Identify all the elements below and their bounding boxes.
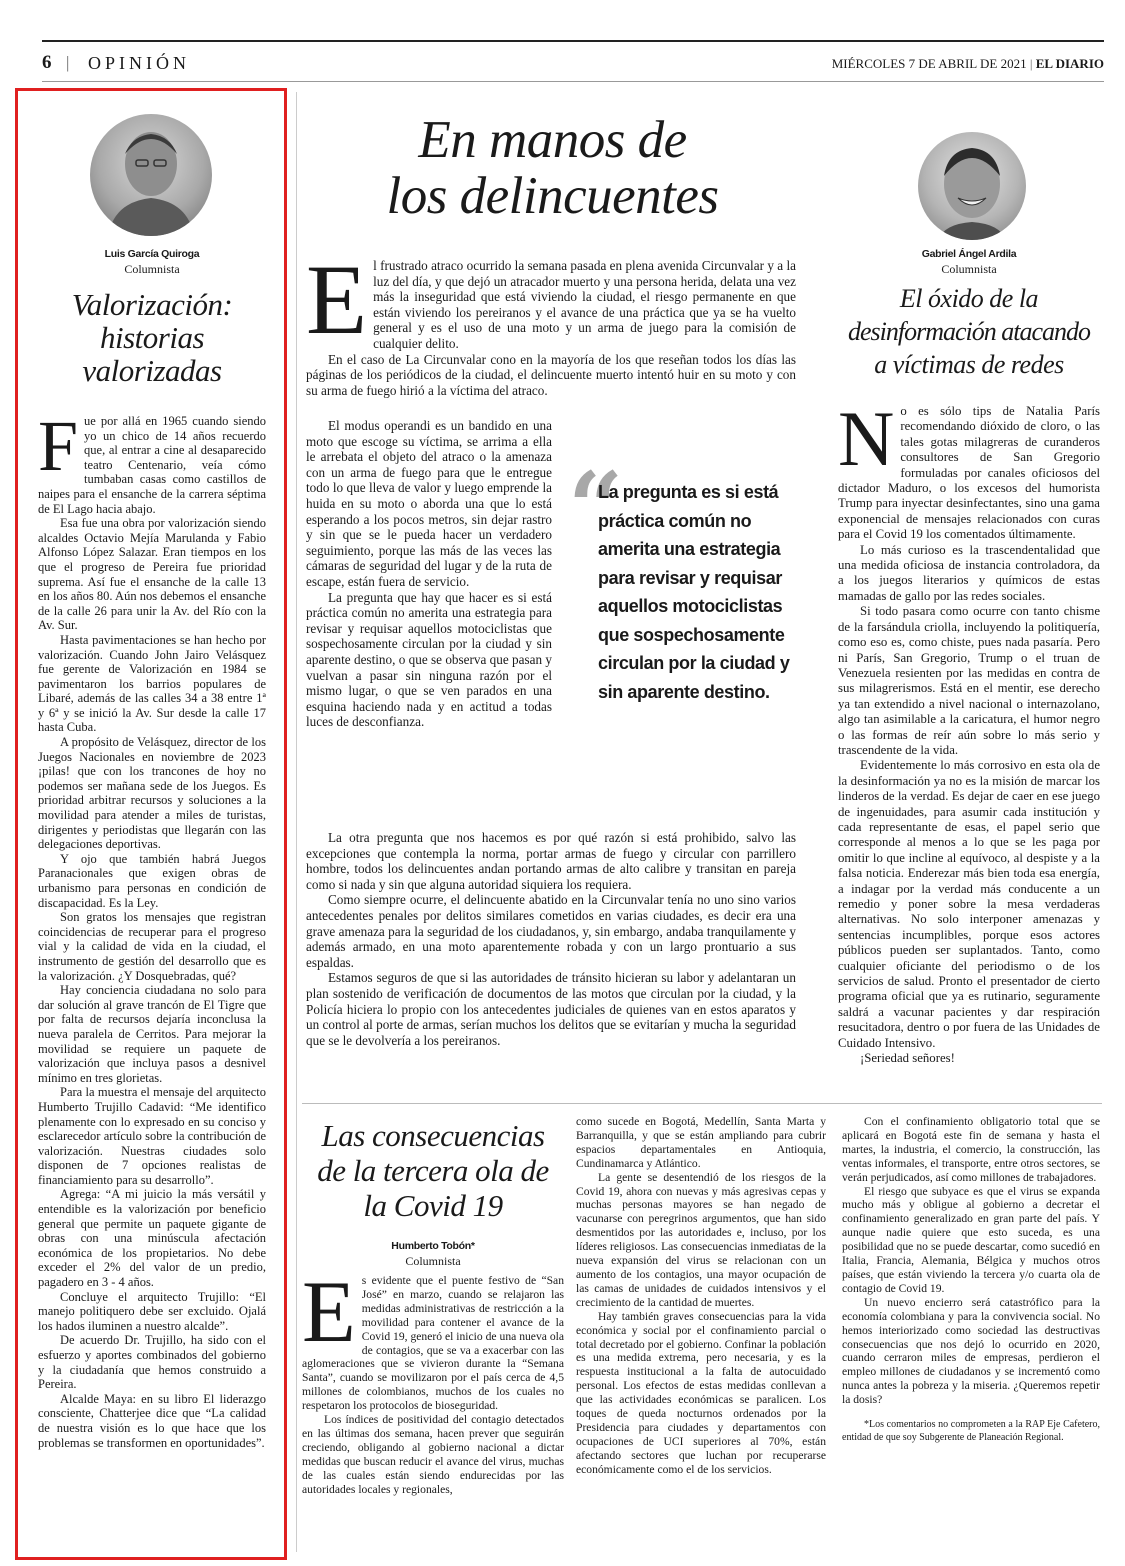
- quote-mark-icon: “: [568, 451, 624, 564]
- paragraph: Concluye el arquitecto Trujillo: “El manejo politiquero debe ser excluido. Ojalá los hados iluminen a nuestro alcalde”.: [38, 1289, 266, 1333]
- article-paragraph: Los índices de positividad del contagio detectados en las últimas dos semana, hacen prever que seguirán creciendo, obligando al gobierno nacional a dictar medidas que buscan reducir el avance del virus, muchas de las cuales están siendo endurecidas por las autoridades locales y regionales,: [302, 1413, 564, 1496]
- paragraph: ¡Seriedad señores!: [860, 1051, 955, 1066]
- section-divider: [302, 1103, 1102, 1104]
- paragraph: Hasta pavimentaciones se han hecho por valorización. Cuando John Jairo Velásquez fue gerente de Valorización en 1984 se pavimentaron los barrios populares de Libaré, además de las calles 34 a 38 entre 1ª y 6ª y se inició la Av. Sur desde la calle 17 hasta Cuba.: [38, 632, 266, 735]
- column-title: [32, 288, 272, 387]
- top-rule: [42, 40, 1104, 42]
- paragraph: Lo más curioso es la trascendentalidad que una medida oficiosa de instancia controladora, da a los juegos literarios y químicos de estas mamadas de gallo por las redes sociales.: [838, 542, 1100, 603]
- paragraph: Para la muestra el mensaje del arquitecto Humberto Trujillo Cadavid: “Me identifico plenamente con lo expresado en su conciso y esclarecedor artículo sobre la contribución de valorización. Nuestras ciudades solo disponen de 7 opciones realistas de financiamiento para su desarrollo”.: [38, 1085, 266, 1187]
- editorial-paragraph: Como siempre ocurre, el delincuente abatido en la Circunvalar tenía no uno sino varios antecedentes penales por delitos similares cometidos en varias ciudades, es decir era una grave amenaza para la seguridad de los ciudadanos, y, sin embargo, andaba tranquilamente y además armado, en una moto aparentemente robada y con un largo prontuario a sus espaldas.: [306, 892, 796, 970]
- drop-cap: N: [838, 404, 895, 482]
- author-photo-left: [90, 114, 212, 236]
- drop-cap: F: [38, 414, 79, 486]
- paragraph: Son gratos los mensajes que registran coincidencias de recuperar para el progreso vial y la calidad de vida en la ciudad, el instrumento de gestión del desarrollo que es la valorización. ¿Y Dosquebradas, qué?: [38, 910, 266, 983]
- paragraph: Y ojo que también habrá Juegos Paranacionales que exigen obras de urbanismo para personas en condición de discapacidad. Es la Ley.: [38, 851, 266, 910]
- article-title: [302, 1118, 564, 1223]
- pullquote-text: La pregunta es si está práctica común no amerita una estrategia para revisar y requisar aquellos motociclistas que sospechosamente circulan por la ciudad y sin aparente destino.: [598, 482, 790, 702]
- header-date: MIÉRCOLES 7 DE ABRIL DE 2021: [831, 56, 1027, 71]
- column-title-line: valorizadas: [82, 353, 222, 388]
- editorial-title-line: En manos de: [418, 111, 687, 169]
- article-col-2: [576, 1115, 826, 1555]
- paper-name: EL DIARIO: [1035, 56, 1104, 71]
- article-paragraph: como sucede en Bogotá, Medellín, Santa Marta y Barranquilla, y que se están ampliando para cubrir espacios departamentales en Antioquia, Cundinamarca y Atlántico.: [576, 1115, 826, 1170]
- column-title: [836, 282, 1102, 381]
- portrait-icon: [90, 114, 212, 236]
- paragraph: Alcalde Maya: en su libro El liderazgo consciente, Chatterjee dice que “La calidad de nuestra visión es lo que hace que los problemas se transformen en oportunidades”.: [38, 1391, 266, 1450]
- article-footnote: *Los comentarios no comprometen a la RAP Eje Cafetero, entidad de que soy Subgerente de Planeación Regional.: [842, 1419, 1100, 1443]
- article-paragraph: El riesgo que subyace es que el virus se expanda mucho más y obligue al gobierno a decretar el confinamiento generalizado en gran parte del país. Y aunque nadie quiere que esto suceda, es una posibilidad que no se puede descartar, como sucedió en Italia, Francia, Alemania, Bélgica y muchos otros países, que están viviendo la tercera y/o cuarta ola de contagio de Covid 19.: [842, 1184, 1100, 1295]
- author-role: Columnista: [941, 262, 997, 276]
- pullquote: [568, 451, 798, 744]
- article-first-paragraph: [302, 1274, 564, 1413]
- left-column: [32, 92, 272, 1554]
- article-first-text: s evidente que el puente festivo de “San José” en marzo, cuando se relajaron las medidas administrativas de restricción a la movilidad para contener el avance de la Covid 19, generó el inicio de una nueva ola de contagios, que se va a exacerbar con las aglomeraciones que se vivieron durante la “Semana Santa”, cuando se movilizaron por el país cerca de 4,5 millones de colombianos, muchos de los cuales no respetaron los protocolos de bioseguridad.: [302, 1274, 564, 1413]
- article-title-line: Las consecuencias: [321, 1118, 545, 1153]
- page-number: 6: [42, 52, 52, 73]
- column-body: [38, 414, 266, 1544]
- right-column: [836, 92, 1102, 1092]
- page-header: [42, 52, 1104, 76]
- article-author: Humberto Tobón*: [391, 1240, 475, 1252]
- article-drop-cap: E: [302, 1274, 356, 1361]
- article-title-line: la Covid 19: [363, 1188, 503, 1223]
- article-paragraph: Hay también graves consecuencias para la vida económica y social por el confinamiento parcial o total decretado por el gobierno. Confinar la población es una medida extrema, pero necesaria, y es la respuesta institucional a la falta de autocuidado personal. Los efectos de estas medidas conllevan a que las actividades económicas se paralicen. Los toques de queda nocturnos ordenados por la Presidencia para ciudades y departamentos con ocupaciones de UCI superiores al 70%, están afectando sectores que luchan por recuperarse económicamente como el de los servicios.: [576, 1309, 826, 1476]
- column-title-line: a víctimas de redes: [874, 350, 1064, 379]
- editorial-paragraph: El modus operandi es un bandido en una moto que escoge su víctima, se arrima a ella le arrebata el objeto del atraco o la amenaza con un arma de fuego para que le entregue todo lo que lleva de valor y luego emprende la huida en su moto o aborda una que lo está esperando a los pocos metros, sin dejar rastro y sin que se le pueda hacer un verdadero seguimiento, porque las más de las veces las cámaras de seguridad del lugar y de la ruta de escape, están fuera de servicio.: [306, 418, 552, 589]
- editorial-first-paragraph: [306, 258, 796, 355]
- author-role: Columnista: [124, 262, 180, 276]
- editorial-drop-cap: E: [306, 258, 368, 355]
- editorial-title: [305, 112, 800, 224]
- article-col-3: [842, 1115, 1100, 1555]
- author-photo-right: [918, 132, 1026, 240]
- editorial-title-line: los delincuentes: [386, 167, 719, 225]
- article-col-1: [302, 1274, 564, 1556]
- header-dateline: MIÉRCOLES 7 DE ABRIL DE 2021 | EL DIARIO: [831, 56, 1104, 71]
- author-name: Gabriel Ángel Ardila: [921, 248, 1017, 260]
- section-name: OPINIÓN: [88, 53, 190, 73]
- editorial-wide-body: [306, 830, 796, 1092]
- article-role: Columnista: [405, 1254, 461, 1268]
- editorial-first-text: l frustrado atraco ocurrido la semana pasada en plena avenida Circunvalar y a la luz del día, y que dejó un atracador muerto y una persona herida, delata una vez más la inseguridad que está viviendo la ciudad, el riesgo permanente en que están viviendo los pereiranos y el avance de una práctica que ya se ha vuelto general y es el uso de una moto y un arma de juego para la comisión de cualquier delito.: [373, 258, 796, 351]
- bottom-article: [302, 1110, 1102, 1560]
- paragraph: Hay conciencia ciudadana no solo para dar solución al grave trancón de El Tigre que por falta de recursos dejaría inconclusa la nueva paralela de Cerritos. Para mejorar la movilidad se requiere un paquete de valorización que incluya pasos a desnivel mínimo en tres glorietas.: [38, 983, 266, 1085]
- first-paragraph-text: ue por allá en 1965 cuando siendo yo un chico de 14 años recuerdo que, al entrar a cine al desaparecido teatro Centenario, veía cómo tumbaban casas como castillos de naipes para el ensanche de la carrera séptima de El Lago hacia abajo.: [38, 414, 266, 516]
- paragraph: A propósito de Velásquez, director de los Juegos Nacionales en noviembre de 2023 ¡pilas! que con los trancones de hoy no podemos ser mañana sede de los Juegos. Es prioridad arbitrar recursos y soluciones a la movilidad para atender a miles de turistas, dirigentes y periodistas que llegarán con las delegaciones deportivas.: [38, 735, 266, 852]
- column-title-line: Valorización:: [71, 287, 233, 322]
- paragraph: Evidentemente lo más corrosivo en esta ola de la desinformación ya no es la misión de marcar los linderos de la verdad. Es dejar de caer en ese juego de ingenuidades, para asumir cada institución y cada representante de esas, el papel serio que corresponde al menos a lo que se les paga por omitir lo que incline al equívoco, al despiste y a la falsa noticia. Enderezar más bien toda esa energía, a indagar por la verdad más conducente a un remedio y poner sobre la mesa verdaderas alternativas. No solo interponer amenazas y sentencias incumplibles, porque esos actores públicos pueden ser suplantados. Tanto, como cualquier oficiante del periodismo o de los servicios de salud. Pronto el presentador de cierto programa oficial que ya es rutinario, seguramente saldrá a vacunar pacientes y dar respiración resucitadora, dentro o por fuera de las Unidades de Cuidado Intensivo.: [838, 758, 1100, 1050]
- header-rule: [42, 81, 1104, 82]
- header-separator: |: [66, 53, 70, 72]
- column-body: [838, 404, 1100, 1094]
- first-paragraph: [38, 414, 266, 516]
- article-paragraph: Con el confinamiento obligatorio total que se aplicará en Bogotá este fin de semana y hasta el martes, la industria, el comercio, la construcción, las ventas informales, el transporte, entre otros sectores, se verán perjudicados, así como millones de trabajadores.: [842, 1115, 1100, 1184]
- column-title-line: desinformación atacando: [847, 317, 1091, 346]
- column-divider: [296, 92, 297, 1552]
- column-title-line: El óxido de la: [899, 284, 1039, 313]
- editorial-paragraph: Estamos seguros de que si las autoridades de tránsito hicieran su labor y adelantaran un plan sostenido de verificación de documentos de las motos que circulan por la ciudad, y la Policía hiciera lo propio con los antecedentes judiciales de quienes van en estos aparatos y un control al porte de armas, serían muchos los delitos que se evitarían y mucha la seguridad que se le devolvería a los pereiranos.: [306, 970, 796, 1048]
- article-paragraph: Un nuevo encierro será catastrófico para la economía colombiana y para la convivencia social. No hemos interiorizado como sociedad las destructivas consecuencias que nos dejó lo ocurrido en 2020, cuando cerraron miles de empresas, perdieron el empleo millones de ciudadanos y se incrementó como nunca antes la pobreza y la miseria. ¿Queremos repetir la dosis?: [842, 1295, 1100, 1407]
- editorial-paragraph: La pregunta que hay que hacer es si está práctica común no amerita una estrategia para revisar y requisar aquellos motociclistas que sospechosamente circulan por la ciudad y sin aparente destino, o que se observa que pasan y vuelvan a pasar sin ninguna razón por el mismo lugar, o que se ven parados en una esquina haciendo nada y en actitud a todas luces de desconfianza.: [306, 589, 552, 730]
- first-paragraph-text: o es sólo tips de Natalia París recomendando dióxido de cloro, o las tales gotas milagreras de curanderos consultores de San Gregorio formuladas por canales oficiosos del dictador Maduro, o los excesos del humorista Trump para inyectar desinfectantes, sino una gama exponencial de mensajes relacionados con curas para el Covid 19 los comentados últimamente.: [838, 404, 1100, 542]
- author-name: Luis García Quiroga: [104, 248, 200, 260]
- paragraph: Agrega: “A mi juicio la más versátil y entendible es la valorización por beneficio general que permite un paquete gigante de obras con una minúscula afectación económica de los propietarios. No debe exceder el 2% del valor de un predio, pagadero en 3 - 4 años.: [38, 1187, 266, 1290]
- portrait-icon: [918, 132, 1026, 240]
- editorial-narrow-column: [306, 418, 552, 828]
- paragraph: Si todo pasara como ocurre con tanto chisme de la farsándula criolla, incluyendo la politiquería, como eso es, como chiste, pues nada pasaría. Pero ni París, San Gregorio, Trump o el truan de Venezuela resienten por las medidas en contra de sus milagrerismos. Está en el mentir, ese derecho ya tan extendido a nivel nacional o internazolano, algo tan asimilable a la caricatura, el humor negro o las formas de reír aún sobre lo más serio y trascendente de la vida.: [838, 604, 1100, 757]
- article-paragraph: La gente se desentendió de los riesgos de la Covid 19, ahora con nuevas y más agresivas cepas y muchas personas mayores se han negado de vacunarse con peregrinos argumentos, que han sido desmentidos por las autoridades e, incluso, por los líderes religiosos. Las consecuencias inmediatas de la nueva expansión del virus se relacionan con un aumento de los contagios, una mayor ocupación de las camas de unidades de cuidados intensivos y el crecimiento de la cantidad de muertes.: [576, 1170, 826, 1309]
- editorial-lead: [306, 258, 796, 416]
- column-title-line: historias: [99, 320, 205, 355]
- editorial-paragraph: La otra pregunta que nos hacemos es por qué razón si está prohibido, salvo las excepciones que contempla la norma, portar armas de fuego y circular con parrillero hombre, todos los delincuentes andan portando armas de alto calibre y transitan en pareja como si nada y sin que alguna autoridad siquiera los requiera.: [306, 830, 796, 892]
- paragraph: Esa fue una obra por valorización siendo alcaldes Octavio Mejía Marulanda y Fabio Alfonso López Salazar. Eran tiempos en los que el progreso de Pereira fue prioridad suprema. Así fue el ensanche de la calle 13 en los años 80. Aún nos debemos el ensanche de la calle 26 para unir la Av. del Río con la Av. Sur.: [38, 516, 266, 633]
- paragraph: De acuerdo Dr. Trujillo, ha sido con el esfuerzo y aportes combinados del gobierno y la ciudadanía que hemos construido a Pereira.: [38, 1333, 266, 1392]
- article-title-line: de la tercera ola de: [317, 1153, 549, 1188]
- first-paragraph: [838, 404, 1100, 543]
- editorial-paragraph: En el caso de La Circunvalar cono en la mayoría de los que reseñan todos los días las páginas de los periódicos de la ciudad, el delincuente muerto intentó huir en su moto y con su arma de fuego hirió a la víctima del atraco.: [306, 351, 796, 398]
